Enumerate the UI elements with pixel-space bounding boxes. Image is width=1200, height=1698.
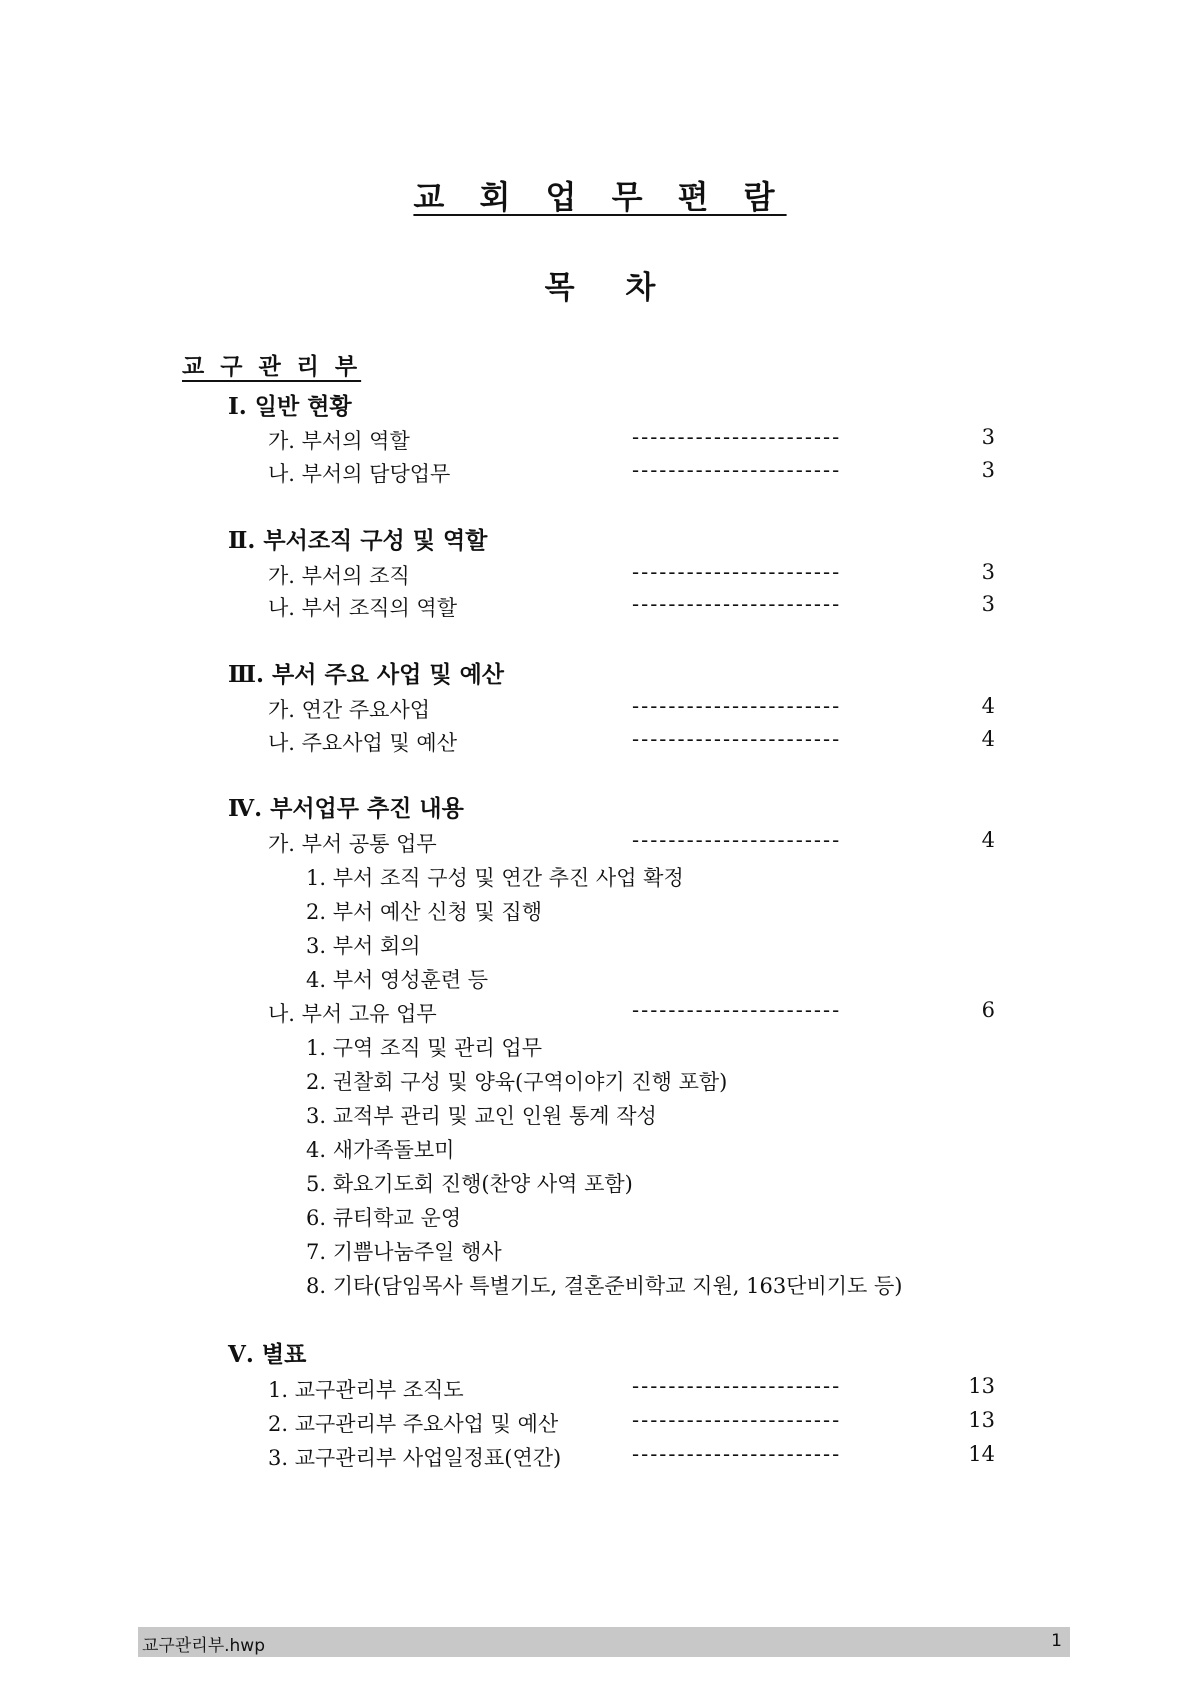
toc-subentry: 7. 기쁨나눔주일 행사 <box>306 1240 502 1264</box>
toc-leader: ----------------------- <box>632 1408 842 1432</box>
page-footer <box>138 1627 1070 1657</box>
toc-subentry: 2. 권찰회 구성 및 양육(구역이야기 진행 포함) <box>306 1070 728 1094</box>
toc-entry: 가. 연간 주요사업 <box>268 698 431 722</box>
toc-page-number: 6 <box>981 998 995 1022</box>
toc-page-number: 3 <box>981 592 995 616</box>
department-heading: 교 구 관 리 부 <box>182 353 362 380</box>
toc-leader: ----------------------- <box>632 458 842 482</box>
toc-leader: ----------------------- <box>632 1374 842 1398</box>
toc-heading: 목 차 <box>544 270 656 306</box>
toc-entry: 3. 교구관리부 사업일정표(연간) <box>268 1446 562 1470</box>
toc-entry: 나. 주요사업 및 예산 <box>268 731 457 755</box>
toc-page-number: 14 <box>968 1442 995 1466</box>
toc-leader: ----------------------- <box>632 425 842 449</box>
toc-entry: 나. 부서 고유 업무 <box>268 1002 437 1026</box>
toc-leader: ----------------------- <box>632 998 842 1022</box>
toc-entry: 가. 부서 공통 업무 <box>268 832 437 856</box>
section-heading-4: Ⅳ. 부서업무 추진 내용 <box>228 795 464 822</box>
document-title-text: 교 회 업 무 편 람 <box>413 178 787 216</box>
toc-page-number: 13 <box>968 1374 995 1398</box>
toc-leader: ----------------------- <box>632 560 842 584</box>
toc-leader: ----------------------- <box>632 1442 842 1466</box>
footer-page-number: 1 <box>1051 1631 1062 1651</box>
toc-entry: 나. 부서의 담당업무 <box>268 462 451 486</box>
toc-subentry: 3. 부서 회의 <box>306 934 421 958</box>
toc-subentry: 4. 부서 영성훈련 등 <box>306 968 489 992</box>
toc-leader: ----------------------- <box>632 592 842 616</box>
toc-subentry: 1. 구역 조직 및 관리 업무 <box>306 1036 542 1060</box>
toc-subentry: 5. 화요기도회 진행(찬양 사역 포함) <box>306 1172 633 1196</box>
toc-leader: ----------------------- <box>632 828 842 852</box>
toc-entry: 2. 교구관리부 주요사업 및 예산 <box>268 1412 559 1436</box>
toc-subentry: 3. 교적부 관리 및 교인 인원 통계 작성 <box>306 1104 657 1128</box>
toc-leader: ----------------------- <box>632 727 842 751</box>
toc-page-number: 3 <box>981 560 995 584</box>
toc-subentry: 1. 부서 조직 구성 및 연간 추진 사업 확정 <box>306 866 684 890</box>
toc-subentry: 2. 부서 예산 신청 및 집행 <box>306 900 542 924</box>
toc-page-number: 13 <box>968 1408 995 1432</box>
section-heading-3: Ⅲ. 부서 주요 사업 및 예산 <box>228 661 505 688</box>
section-heading-1: Ⅰ. 일반 현황 <box>228 393 352 420</box>
toc-subentry: 6. 큐티학교 운영 <box>306 1206 462 1230</box>
toc-entry: 1. 교구관리부 조직도 <box>268 1378 464 1402</box>
document-title <box>0 172 1200 218</box>
section-heading-2: Ⅱ. 부서조직 구성 및 역할 <box>228 527 488 554</box>
toc-page-number: 4 <box>981 727 995 751</box>
toc-subentry: 4. 새가족돌보미 <box>306 1138 455 1162</box>
toc-page-number: 3 <box>981 425 995 449</box>
toc-entry: 가. 부서의 조직 <box>268 564 410 588</box>
toc-page-number: 4 <box>981 828 995 852</box>
toc-page-number: 3 <box>981 458 995 482</box>
section-heading-5: Ⅴ. 별표 <box>228 1341 307 1368</box>
footer-filename: 교구관리부.hwp <box>142 1636 265 1656</box>
toc-entry: 나. 부서 조직의 역할 <box>268 596 457 620</box>
toc-entry: 가. 부서의 역할 <box>268 429 410 453</box>
toc-leader: ----------------------- <box>632 694 842 718</box>
toc-page-number: 4 <box>981 694 995 718</box>
toc-subentry: 8. 기타(담임목사 특별기도, 결혼준비학교 지원, 163단비기도 등) <box>306 1274 903 1298</box>
